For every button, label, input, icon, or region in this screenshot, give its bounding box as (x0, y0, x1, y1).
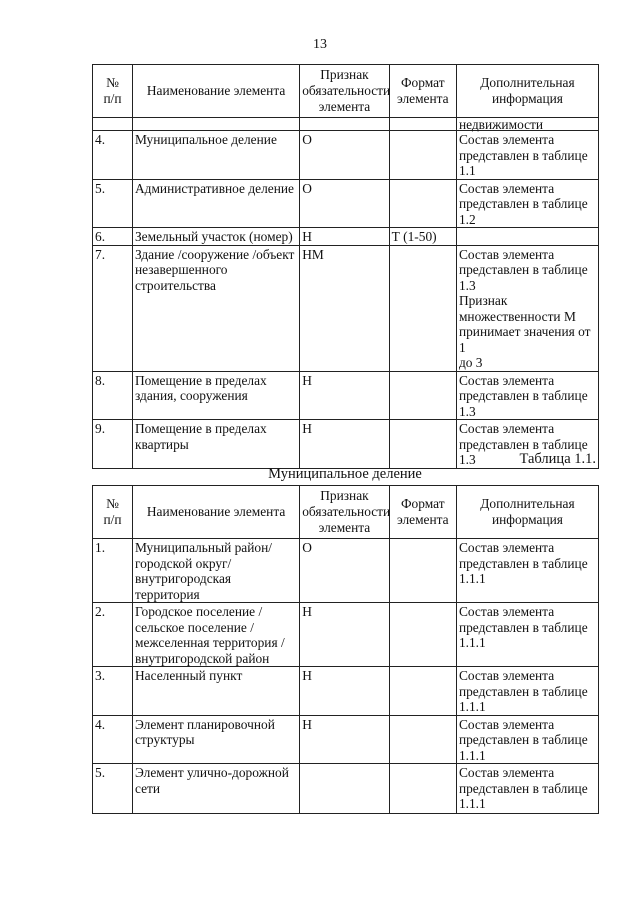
cell-info: Состав элемента представлен в таблице 1.3 Признак множественности М принимает значения от 1 до 3 (456, 245, 598, 371)
elements-table (92, 64, 599, 469)
cell-num: 4. (93, 131, 133, 180)
table-header-row (93, 486, 599, 539)
cell-num: 3. (93, 667, 133, 716)
cell-format (389, 667, 456, 716)
table-header-row (93, 65, 599, 118)
table-row (93, 667, 599, 716)
header-name: Наименование элемента (132, 65, 299, 118)
cell-name: Муниципальный район/ городской округ/ внутригородская территория (132, 539, 299, 603)
cell-sign: Н (300, 667, 389, 716)
cell-format (389, 131, 456, 180)
cell-sign: Н (300, 371, 389, 420)
header-info: Дополнительная информация (456, 486, 598, 539)
cell-format (389, 539, 456, 603)
table-row (93, 179, 599, 228)
cell-format (389, 371, 456, 420)
cell-info: Состав элемента представлен в таблице 1.2 (456, 179, 598, 228)
cell-sign: НМ (300, 245, 389, 371)
cell-name: Элемент планировочной структуры (132, 715, 299, 764)
cell-name: Помещение в пределах квартиры (132, 420, 299, 469)
cell-name: Городское поселение / сельское поселение / межселенная территория / внутригородской район (132, 603, 299, 667)
cell-num: 5. (93, 179, 133, 228)
cell-sign: Н (300, 228, 389, 246)
table-row (93, 245, 599, 371)
cell-num: 2. (93, 603, 133, 667)
cell-name: Муниципальное деление (132, 131, 299, 180)
cell-info (456, 228, 598, 246)
table-row (93, 371, 599, 420)
cell-num: 1. (93, 539, 133, 603)
header-format: Формат элемента (389, 65, 456, 118)
carry-over-row (93, 118, 599, 131)
cell-num: 7. (93, 245, 133, 371)
cell-format (389, 715, 456, 764)
cell-name: Административное деление (132, 179, 299, 228)
header-sign: Признак обязательности элемента (300, 65, 389, 118)
carry-over-info: недвижимости (456, 118, 598, 131)
cell-sign: Н (300, 603, 389, 667)
cell-num: 5. (93, 764, 133, 814)
cell-info: Состав элемента представлен в таблице 1.1.1 (456, 603, 598, 667)
cell-format (389, 245, 456, 371)
municipal-division-table (92, 485, 599, 814)
cell-sign: О (300, 131, 389, 180)
cell-sign (300, 764, 389, 814)
cell-num: 8. (93, 371, 133, 420)
cell-sign: О (300, 179, 389, 228)
cell-num: 6. (93, 228, 133, 246)
cell-format (389, 179, 456, 228)
table-title: Муниципальное деление (268, 466, 422, 482)
cell-format (389, 420, 456, 469)
header-format: Формат элемента (389, 486, 456, 539)
cell-name: Земельный участок (номер) (132, 228, 299, 246)
header-num: № п/п (93, 65, 133, 118)
cell-info: Состав элемента представлен в таблице 1.1.1 (456, 764, 598, 814)
cell-format (389, 764, 456, 814)
table-row (93, 764, 599, 814)
cell-sign: О (300, 539, 389, 603)
cell-sign: Н (300, 420, 389, 469)
cell-num: 4. (93, 715, 133, 764)
table-row (93, 539, 599, 603)
cell-name: Помещение в пределах здания, сооружения (132, 371, 299, 420)
cell-name: Населенный пункт (132, 667, 299, 716)
table-row (93, 603, 599, 667)
cell-format: Т (1-50) (389, 228, 456, 246)
table-row (93, 715, 599, 764)
header-info: Дополнительная информация (456, 65, 598, 118)
cell-name: Элемент улично-дорожной сети (132, 764, 299, 814)
cell-info: Состав элемента представлен в таблице 1.1.1 (456, 667, 598, 716)
cell-name: Здание /сооружение /объект незавершенного строительства (132, 245, 299, 371)
cell-info: Состав элемента представлен в таблице 1.1.1 (456, 715, 598, 764)
cell-info: Состав элемента представлен в таблице 1.1.1 (456, 539, 598, 603)
cell-sign: Н (300, 715, 389, 764)
header-sign: Признак обязательности элемента (300, 486, 389, 539)
cell-info: Состав элемента представлен в таблице 1.1 (456, 131, 598, 180)
cell-num: 9. (93, 420, 133, 469)
table-row (93, 131, 599, 180)
table-row (93, 228, 599, 246)
cell-format (389, 603, 456, 667)
table-label: Таблица 1.1. (519, 451, 596, 467)
cell-info: Состав элемента представлен в таблице 1.3 (456, 371, 598, 420)
cell-info: Состав элемента представлен в таблице 1.3 (456, 420, 598, 469)
page-number: 13 (313, 37, 327, 52)
header-num: № п/п (93, 486, 133, 539)
header-name: Наименование элемента (132, 486, 299, 539)
